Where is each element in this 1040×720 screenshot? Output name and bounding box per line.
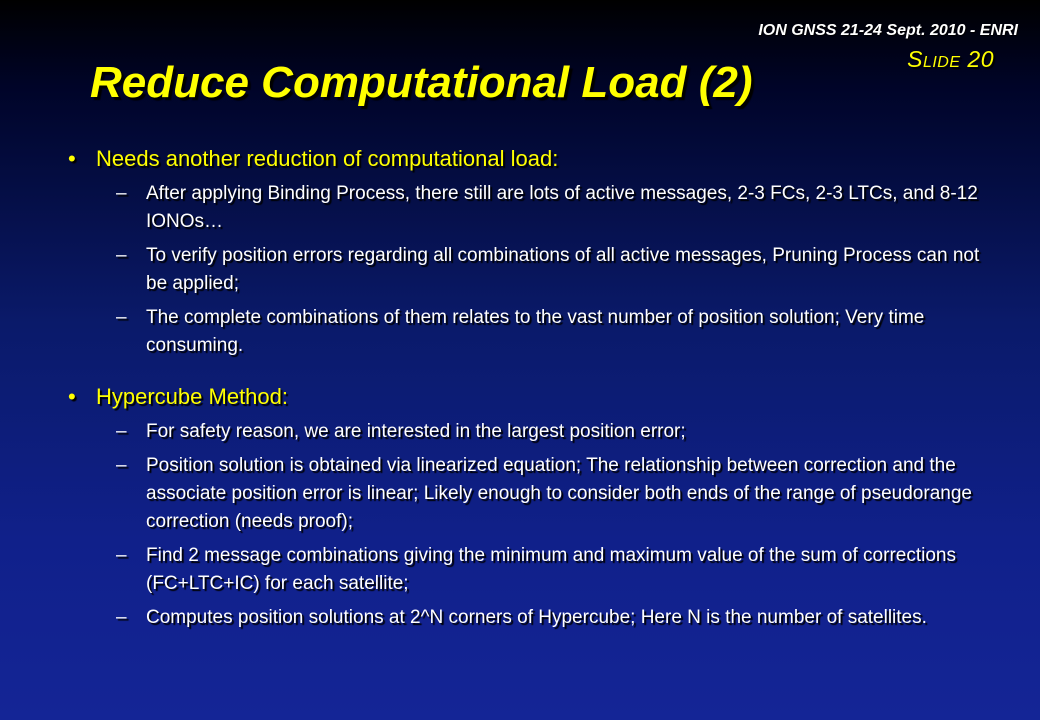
sub-item: [68, 542, 988, 598]
bullet-computational-load: [68, 146, 988, 172]
sub-item-text: Find 2 message combinations giving the minimum and maximum value of the sum of corrections (FC+LTC+IC) for each satellite;: [146, 545, 956, 594]
dash-marker: –: [116, 421, 127, 442]
sub-item: [68, 452, 988, 536]
bullet-text: Needs another reduction of computational load:: [96, 146, 559, 171]
slide-title: Reduce Computational Load (2): [90, 58, 753, 107]
dash-marker: –: [116, 307, 127, 328]
bullet-hypercube-method: [68, 384, 988, 410]
bullet-marker: •: [68, 384, 76, 409]
sub-item: [68, 180, 988, 236]
bullet-text: Hypercube Method:: [96, 384, 288, 409]
sub-item-text: After applying Binding Process, there still are lots of active messages, 2-3 FCs, 2-3 LTCs, and 8-12 IONOs…: [146, 183, 978, 232]
sub-item-text: Computes position solutions at 2^N corners of Hypercube; Here N is the number of satellites.: [146, 607, 927, 628]
section-gap: [68, 366, 988, 384]
conference-note: ION GNSS 21-24 Sept. 2010 - ENRI: [758, 22, 1018, 39]
sub-item-text: Position solution is obtained via linearized equation; The relationship between correction and the associate position error is linear; Likely enough to consider both ends of the range of pseudorange correction (needs proof);: [146, 455, 972, 532]
sub-item: [68, 304, 988, 360]
dash-marker: –: [116, 545, 127, 566]
bullet-marker: •: [68, 146, 76, 171]
dash-marker: –: [116, 607, 127, 628]
sub-item-text: To verify position errors regarding all combinations of all active messages, Pruning Process can not be applied;: [146, 245, 980, 294]
slide-number: Slide 20: [907, 46, 994, 72]
sub-item: [68, 604, 988, 632]
dash-marker: –: [116, 455, 127, 476]
sub-item: [68, 242, 988, 298]
dash-marker: –: [116, 183, 127, 204]
sub-item-text: The complete combinations of them relates to the vast number of position solution; Very time consuming.: [146, 307, 925, 356]
slide-content: [68, 146, 988, 638]
sub-item-text: For safety reason, we are interested in the largest position error;: [146, 421, 686, 442]
sub-item: [68, 418, 988, 446]
dash-marker: –: [116, 245, 127, 266]
